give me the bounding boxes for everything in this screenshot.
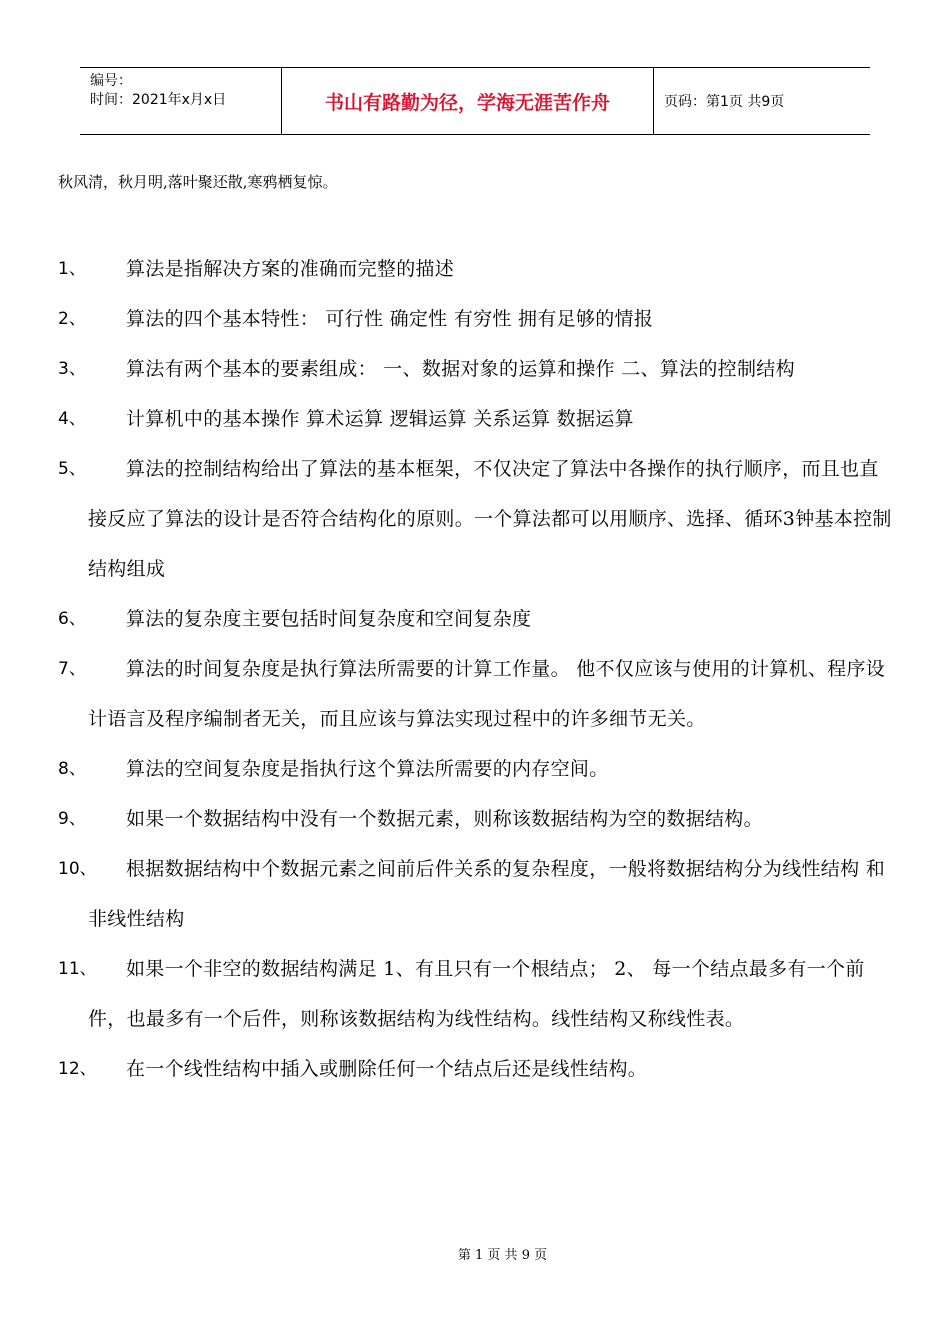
list-item bbox=[58, 294, 894, 344]
item-text: 如果一个数据结构中没有一个数据元素，则称该数据结构为空的数据结构。 bbox=[126, 808, 763, 830]
item-text: 根据数据结构中个数据元素之间前后件关系的复杂程度，一般将数据结构分为线性结构 和 非线性结构 bbox=[88, 858, 886, 930]
item-number: 2、 bbox=[58, 309, 86, 329]
number-label: 编号： bbox=[90, 73, 132, 89]
list-item bbox=[58, 644, 894, 744]
item-text: 算法的四个基本特性： 可行性 确定性 有穷性 拥有足够的情报 bbox=[126, 308, 654, 330]
list-item bbox=[58, 944, 894, 1044]
page-code: 页码：第1页 共9页 bbox=[664, 94, 785, 110]
item-text: 算法是指解决方案的准确而完整的描述 bbox=[126, 258, 455, 280]
time-label: 时间：2021年x月x日 bbox=[90, 92, 227, 108]
item-number: 9、 bbox=[58, 809, 86, 829]
item-text: 算法的时间复杂度是执行算法所需要的计算工作量。 他不仅应该与使用的计算机、程序设计语言及程序编制者无关，而且应该与算法实现过程中的许多细节无关。 bbox=[88, 658, 886, 730]
list-item bbox=[58, 1044, 894, 1094]
list-item bbox=[58, 344, 894, 394]
list-item bbox=[58, 244, 894, 294]
list-item bbox=[58, 844, 894, 944]
item-text: 算法有两个基本的要素组成： 一、数据对象的运算和操作 二、算法的控制结构 bbox=[126, 358, 795, 380]
list-item bbox=[58, 794, 894, 844]
item-number: 12、 bbox=[58, 1059, 97, 1079]
header-table bbox=[80, 67, 870, 135]
item-number: 4、 bbox=[58, 409, 86, 429]
item-text: 算法的空间复杂度是指执行这个算法所需要的内存空间。 bbox=[126, 758, 609, 780]
item-text: 如果一个非空的数据结构满足 1、有且只有一个根结点； 2、 每一个结点最多有一个前件，也最多有一个后件，则称该数据结构为线性结构。线性结构又称线性表。 bbox=[88, 958, 865, 1030]
item-text: 计算机中的基本操作 算术运算 逻辑运算 关系运算 数据运算 bbox=[126, 408, 634, 430]
list-item bbox=[58, 594, 894, 644]
item-text: 在一个线性结构中插入或删除任何一个结点后还是线性结构。 bbox=[126, 1058, 648, 1080]
item-text: 算法的控制结构给出了算法的基本框架，不仅决定了算法中各操作的执行顺序，而且也直接反应了算法的设计是否符合结构化的原则。一个算法都可以用顺序、选择、循环3钟基本控制结构组成 bbox=[88, 458, 892, 580]
page-footer: 第 1 页 共 9 页 bbox=[457, 1248, 548, 1263]
list-item bbox=[58, 394, 894, 444]
motto-text: 书山有路勤为径，学海无涯苦作舟 bbox=[324, 91, 610, 114]
header-page-cell bbox=[654, 68, 870, 134]
header-motto-cell bbox=[282, 68, 654, 134]
document-body bbox=[58, 244, 894, 1094]
item-text: 算法的复杂度主要包括时间复杂度和空间复杂度 bbox=[126, 608, 532, 630]
item-number: 3、 bbox=[58, 359, 86, 379]
list-item bbox=[58, 744, 894, 794]
item-number: 6、 bbox=[58, 609, 86, 629]
item-number: 10、 bbox=[58, 859, 97, 879]
item-number: 8、 bbox=[58, 759, 86, 779]
list-item bbox=[58, 444, 894, 594]
poem-line: 秋风清，秋月明,落叶聚还散,寒鸦栖复惊。 bbox=[58, 173, 338, 191]
item-number: 5、 bbox=[58, 459, 86, 479]
item-number: 7、 bbox=[58, 659, 86, 679]
item-number: 1、 bbox=[58, 259, 86, 279]
header-info-cell bbox=[80, 68, 282, 134]
item-number: 11、 bbox=[58, 959, 97, 979]
